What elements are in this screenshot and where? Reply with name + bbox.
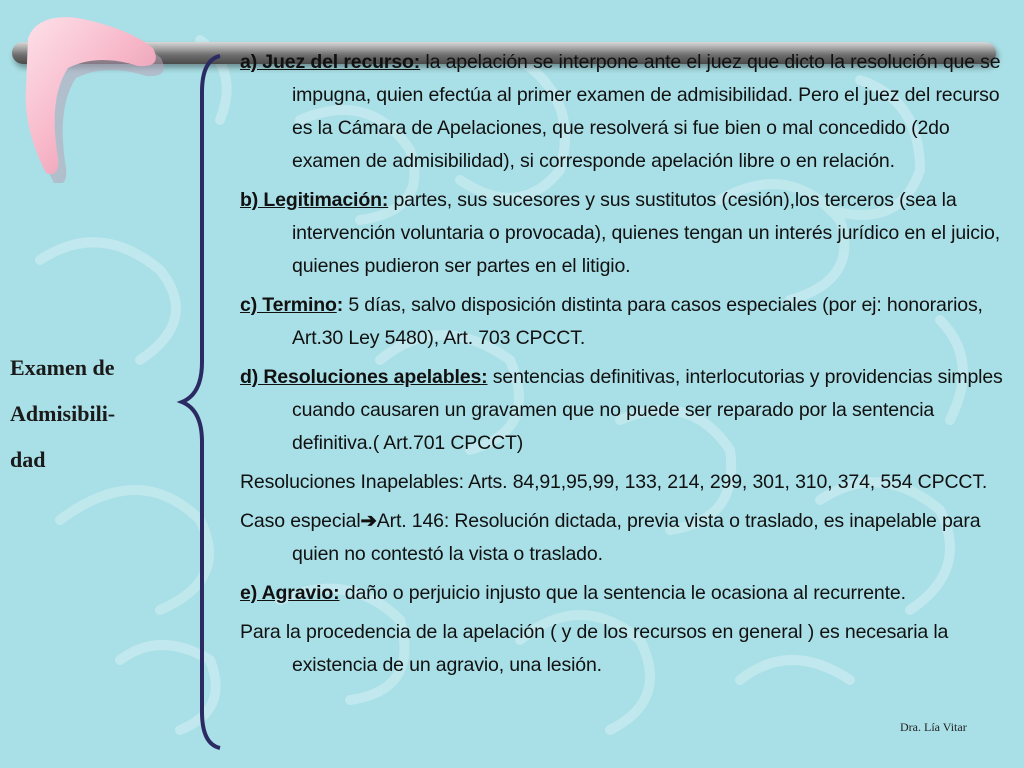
item-heading: e) Agravio: (240, 582, 340, 604)
item-procedencia (240, 616, 1016, 682)
item-text: Para la procedencia de la apelación ( y de los recursos en general ) es necesaria la existencia de un agravio, una lesión. (240, 621, 949, 676)
curly-brace-icon (168, 52, 228, 752)
arrow-right-icon: ➔ (360, 510, 377, 532)
side-label-line1: Examen de (10, 355, 115, 380)
item-text: Resoluciones Inapelables: Arts. 84,91,95,99, 133, 214, 299, 301, 310, 374, 554 CPCCT. (240, 471, 988, 493)
side-label-line2: Admisibili- (10, 401, 116, 426)
item-heading: b) Legitimación: (240, 189, 389, 211)
item-text: partes, sus sucesores y sus sustitutos (cesión),los terceros (sea la intervención voluntaria o provocada), quienes tengan un interés jurídico en el juicio, quienes pudieron ser partes en el litigio. (292, 189, 1000, 277)
item-termino (240, 289, 1016, 355)
boomerang-logo-icon (18, 8, 168, 183)
footer-author: Dra. Lía Vitar (900, 720, 967, 734)
item-text: la apelación se interpone ante el juez que dicto la resolución que se impugna, quien efectúa al primer examen de admisibilidad. Pero el juez del recurso es la Cámara de Apelaciones, que resolverá si fue bien o mal concedido (2do examen de admisibilidad), si corresponde apelación libre o en relación. (292, 51, 1001, 172)
item-heading: a) Juez del recurso: (240, 51, 421, 73)
item-text: daño o perjuicio injusto que la sentencia le ocasiona al recurrente. (339, 582, 906, 604)
content-body (240, 46, 1016, 688)
item-resoluciones-inapelables (240, 466, 1016, 499)
side-label (10, 345, 170, 483)
item-heading: c) Termino (240, 294, 337, 316)
item-heading: d) Resoluciones apelables: (240, 366, 488, 388)
item-text: sentencias definitivas, interlocutorias y providencias simples cuando causaren un gravamen que no puede ser reparado por la sentencia definitiva.( Art.701 CPCCT) (292, 366, 1003, 454)
item-text: Art. 146: Resolución dictada, previa vista o traslado, es inapelable para quien no contestó la vista o traslado. (292, 510, 981, 565)
item-prefix: Caso especial (240, 510, 361, 532)
item-agravio (240, 577, 1016, 610)
item-legitimacion (240, 184, 1016, 283)
side-label-line3: dad (10, 447, 46, 472)
item-caso-especial (240, 505, 1016, 571)
item-juez-del-recurso (240, 46, 1016, 178)
item-text: 5 días, salvo disposición distinta para casos especiales (por ej: honorarios, Art.30 Ley 5480), Art. 703 CPCCT. (292, 294, 983, 349)
item-heading-colon: : (336, 294, 344, 316)
item-resoluciones-apelables (240, 361, 1016, 460)
